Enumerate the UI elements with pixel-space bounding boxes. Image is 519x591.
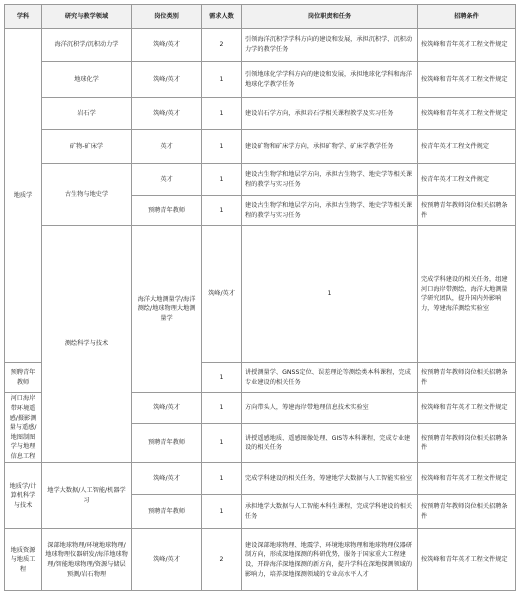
headcount-cell: 1	[202, 196, 242, 226]
condition-cell: 按筑峰和青年英才工程文件规定	[418, 463, 516, 495]
table-row	[5, 226, 516, 363]
research-area-cell: 地球化学	[42, 62, 132, 98]
research-area-cell: 深部地球物理/环境地球物理/地球物理仪器研发/海洋地球物理/智能地球物理/资源与储层预测/岩石物理	[42, 529, 132, 591]
research-area-cell: 地学大数据/人工智能/机器学习	[42, 463, 132, 529]
column-header: 学科	[5, 5, 42, 29]
research-area-cell: 海洋沉积学/沉积动力学	[42, 29, 132, 62]
column-header: 岗位类别	[132, 5, 202, 29]
position-category-cell: 预聘青年教师	[132, 196, 202, 226]
table-row	[5, 463, 516, 495]
position-category-cell: 筑峰/英才	[202, 226, 242, 363]
duty-cell: 承担地学大数据与人工智能本科生课程，完成学科建设的相关任务	[242, 495, 418, 529]
position-category-cell: 筑峰/英才	[132, 62, 202, 98]
position-category-cell: 预聘青年教师	[132, 424, 202, 463]
headcount-cell: 1	[202, 130, 242, 164]
position-category-cell: 筑峰/英才	[132, 463, 202, 495]
condition-cell: 按预聘青年教师岗位相关招聘条件	[418, 495, 516, 529]
subject-cell: 测绘科学与技术	[42, 226, 132, 463]
duty-cell: 建设岩石学方向，承担岩石学相关课程教学及实习任务	[242, 98, 418, 130]
research-area-cell: 海洋大地测量学/海洋测绘/地球物理大地测量学	[132, 226, 202, 393]
duty-cell: 讲授遥感地质、遥感图像处理、GIS等本科课程，完成专业建设的相关任务	[242, 424, 418, 463]
subject-cell: 地质资源与地质工程	[5, 529, 42, 591]
condition-cell: 按预聘青年教师岗位相关招聘条件	[418, 363, 516, 393]
condition-cell: 按筑峰和青年英才工程文件规定	[418, 98, 516, 130]
condition-cell: 按预聘青年教师岗位相关招聘条件	[418, 196, 516, 226]
table-row	[5, 130, 516, 164]
condition-cell: 按筑峰和青年英才工程文件规定	[418, 29, 516, 62]
position-category-cell: 英才	[132, 164, 202, 196]
duty-cell: 建设深部地球物理、地震学、环境地球物理和地球物理仪器研制方向，形成深地探测的科研优势，服务于国家重大工程建设，开辟海洋深地探测的新方向，提升学科在深地探测领域的影响力，培养深地探测领域的专业高水平人才	[242, 529, 418, 591]
duty-cell: 建设矿物和矿床学方向，承担矿物学、矿床学教学任务	[242, 130, 418, 164]
condition-cell: 按筑峰和青年英才工程文件规定	[418, 393, 516, 424]
duty-cell: 讲授测量学、GNSS定位、误差理论等测绘类本科课程，完成专业建设的相关任务	[242, 363, 418, 393]
headcount-cell: 2	[202, 29, 242, 62]
position-category-cell: 筑峰/英才	[132, 393, 202, 424]
position-category-cell: 筑峰/英才	[132, 529, 202, 591]
duty-cell: 方向带头人，筹建海岸带地理信息技术实验室	[242, 393, 418, 424]
condition-cell: 按筑峰和青年英才工程文件规定	[418, 62, 516, 98]
duty-cell: 完成学科建设的相关任务，筹建地学大数据与人工智能实验室	[242, 463, 418, 495]
position-category-cell: 筑峰/英才	[132, 29, 202, 62]
headcount-cell: 1	[202, 164, 242, 196]
table-row	[5, 529, 516, 591]
column-header: 岗位职责和任务	[242, 5, 418, 29]
position-category-cell: 预聘青年教师	[5, 363, 42, 393]
duty-cell: 引领地球化学学科方向的建设和发展，承担地球化学科和海洋地球化学教学任务	[242, 62, 418, 98]
subject-cell: 地质学	[5, 29, 42, 363]
table-row	[5, 62, 516, 98]
condition-cell: 按预聘青年教师岗位相关招聘条件	[418, 424, 516, 463]
research-area-cell: 古生物与地史学	[42, 164, 132, 226]
headcount-cell: 1	[202, 62, 242, 98]
duty-cell: 引领海洋沉积学学科方向的建设和发展，承担沉积学、沉积动力学的教学任务	[242, 29, 418, 62]
table-row	[5, 29, 516, 62]
column-header: 研究与教学领域	[42, 5, 132, 29]
condition-cell: 按青年英才工程文件规定	[418, 164, 516, 196]
table-body	[5, 29, 516, 591]
condition-cell: 按筑峰和青年英才工程文件规定	[418, 529, 516, 591]
header-row	[5, 5, 516, 29]
headcount-cell: 1	[202, 393, 242, 424]
condition-cell: 按青年英才工程文件规定	[418, 130, 516, 164]
duty-cell: 建设古生物学和地层学方向，承担古生物学、地史学等相关课程的教学与实习任务	[242, 164, 418, 196]
headcount-cell: 1	[202, 424, 242, 463]
column-header: 需求人数	[202, 5, 242, 29]
research-area-cell: 岩石学	[42, 98, 132, 130]
table-row	[5, 164, 516, 196]
headcount-cell: 1	[202, 495, 242, 529]
headcount-cell: 1	[202, 363, 242, 393]
recruitment-table	[4, 4, 516, 591]
headcount-cell: 1	[242, 226, 418, 363]
duty-cell: 建设古生物学和地层学方向，承担古生物学、地史学等相关课程的教学与实习任务	[242, 196, 418, 226]
headcount-cell: 1	[202, 463, 242, 495]
research-area-cell: 矿物-矿床学	[42, 130, 132, 164]
duty-cell: 完成学科建设的相关任务，组建河口海岸带测绘、海洋大地测量学研究团队，提升国内外影响力，筹建海洋测绘实验室	[418, 226, 516, 363]
position-category-cell: 筑峰/英才	[132, 98, 202, 130]
subject-cell: 地质学/计算机科学与技术	[5, 463, 42, 529]
column-header: 招聘条件	[418, 5, 516, 29]
headcount-cell: 2	[202, 529, 242, 591]
table-row	[5, 98, 516, 130]
research-area-cell: 河口海岸带环境遥感/摄影测量与遥感/地图制图学与地理信息工程	[5, 393, 42, 463]
headcount-cell: 1	[202, 98, 242, 130]
position-category-cell: 预聘青年教师	[132, 495, 202, 529]
position-category-cell: 英才	[132, 130, 202, 164]
